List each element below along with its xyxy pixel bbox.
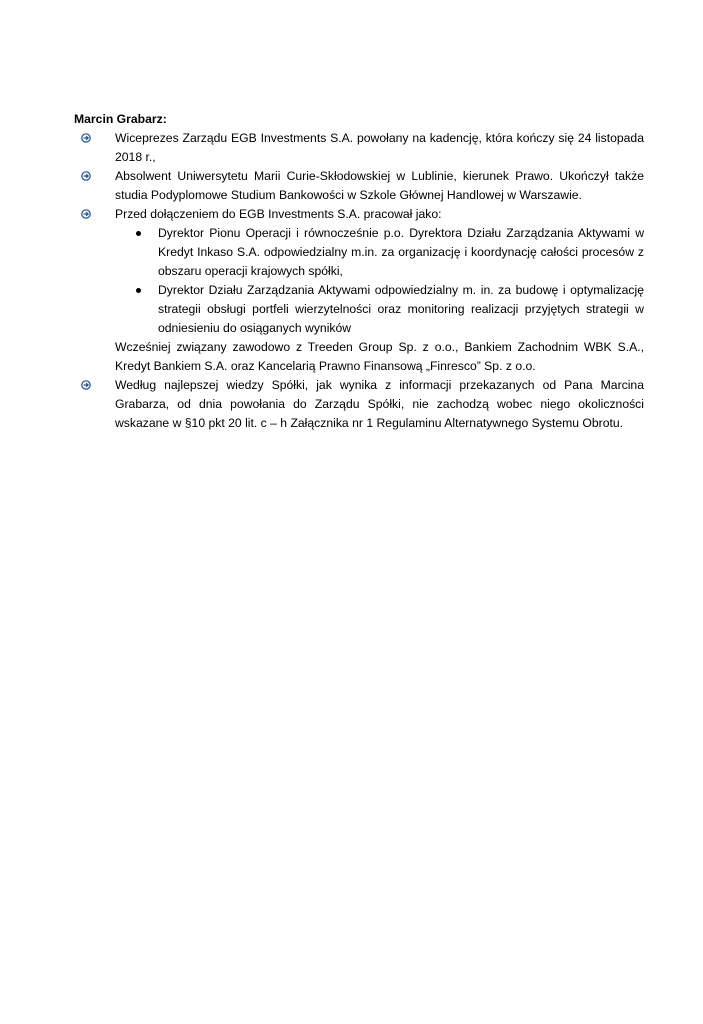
list-item: [74, 205, 644, 376]
sub-list: [115, 224, 644, 338]
sub-list-item-text: Dyrektor Pionu Operacji i równocześnie p.o. Dyrektora Działu Zarządzania Aktywami w Kredyt Inkaso S.A. odpowiedzialny m.in. za organizację i koordynację całości procesów z obszaru operacji krajowych spółki,: [158, 226, 644, 278]
document-content: [74, 110, 644, 433]
list-item: [74, 167, 644, 205]
list-item-text: Wiceprezes Zarządu EGB Investments S.A. powołany na kadencję, która kończy się 24 listopada 2018 r.,: [115, 131, 644, 164]
main-list: [74, 129, 644, 433]
sub-list-item: [115, 224, 644, 281]
arrow-bullet-icon: [81, 209, 91, 219]
sub-list-item: [115, 281, 644, 338]
person-heading: Marcin Grabarz:: [74, 112, 167, 126]
arrow-bullet-icon: [81, 380, 91, 390]
dot-bullet-icon: [136, 288, 141, 293]
list-item-text: Absolwent Uniwersytetu Marii Curie-Skłodowskiej w Lublinie, kierunek Prawo. Ukończył także studia Podyplomowe Studium Bankowości w Szkole Głównej Handlowej w Warszawie.: [115, 169, 644, 202]
arrow-bullet-icon: [81, 171, 91, 181]
sub-list-item-text: Dyrektor Działu Zarządzania Aktywami odpowiedzialny m. in. za budowę i optymalizację strategii obsługi portfeli wierzytelności oraz monitoring realizacji przyjętych strategii w odniesieniu do osiąganych wyników: [158, 283, 644, 335]
list-item-text: Według najlepszej wiedzy Spółki, jak wynika z informacji przekazanych od Pana Marcina Grabarza, od dnia powołania do Zarządu Spółki, nie zachodzą wobec niego okoliczności wskazane w §10 pkt 20 lit. c – h Załącznika nr 1 Regulaminu Alternatywnego Systemu Obrotu.: [115, 378, 644, 430]
arrow-bullet-icon: [81, 133, 91, 143]
previous-employment-paragraph: Wcześniej związany zawodowo z Treeden Group Sp. z o.o., Bankiem Zachodnim WBK S.A., Kredyt Bankiem S.A. oraz Kancelarią Prawno Finansową „Finresco” Sp. z o.o.: [115, 340, 644, 373]
list-item: [74, 129, 644, 167]
list-item: [74, 376, 644, 433]
list-item-text: Przed dołączeniem do EGB Investments S.A. pracował jako:: [115, 207, 442, 221]
dot-bullet-icon: [136, 231, 141, 236]
